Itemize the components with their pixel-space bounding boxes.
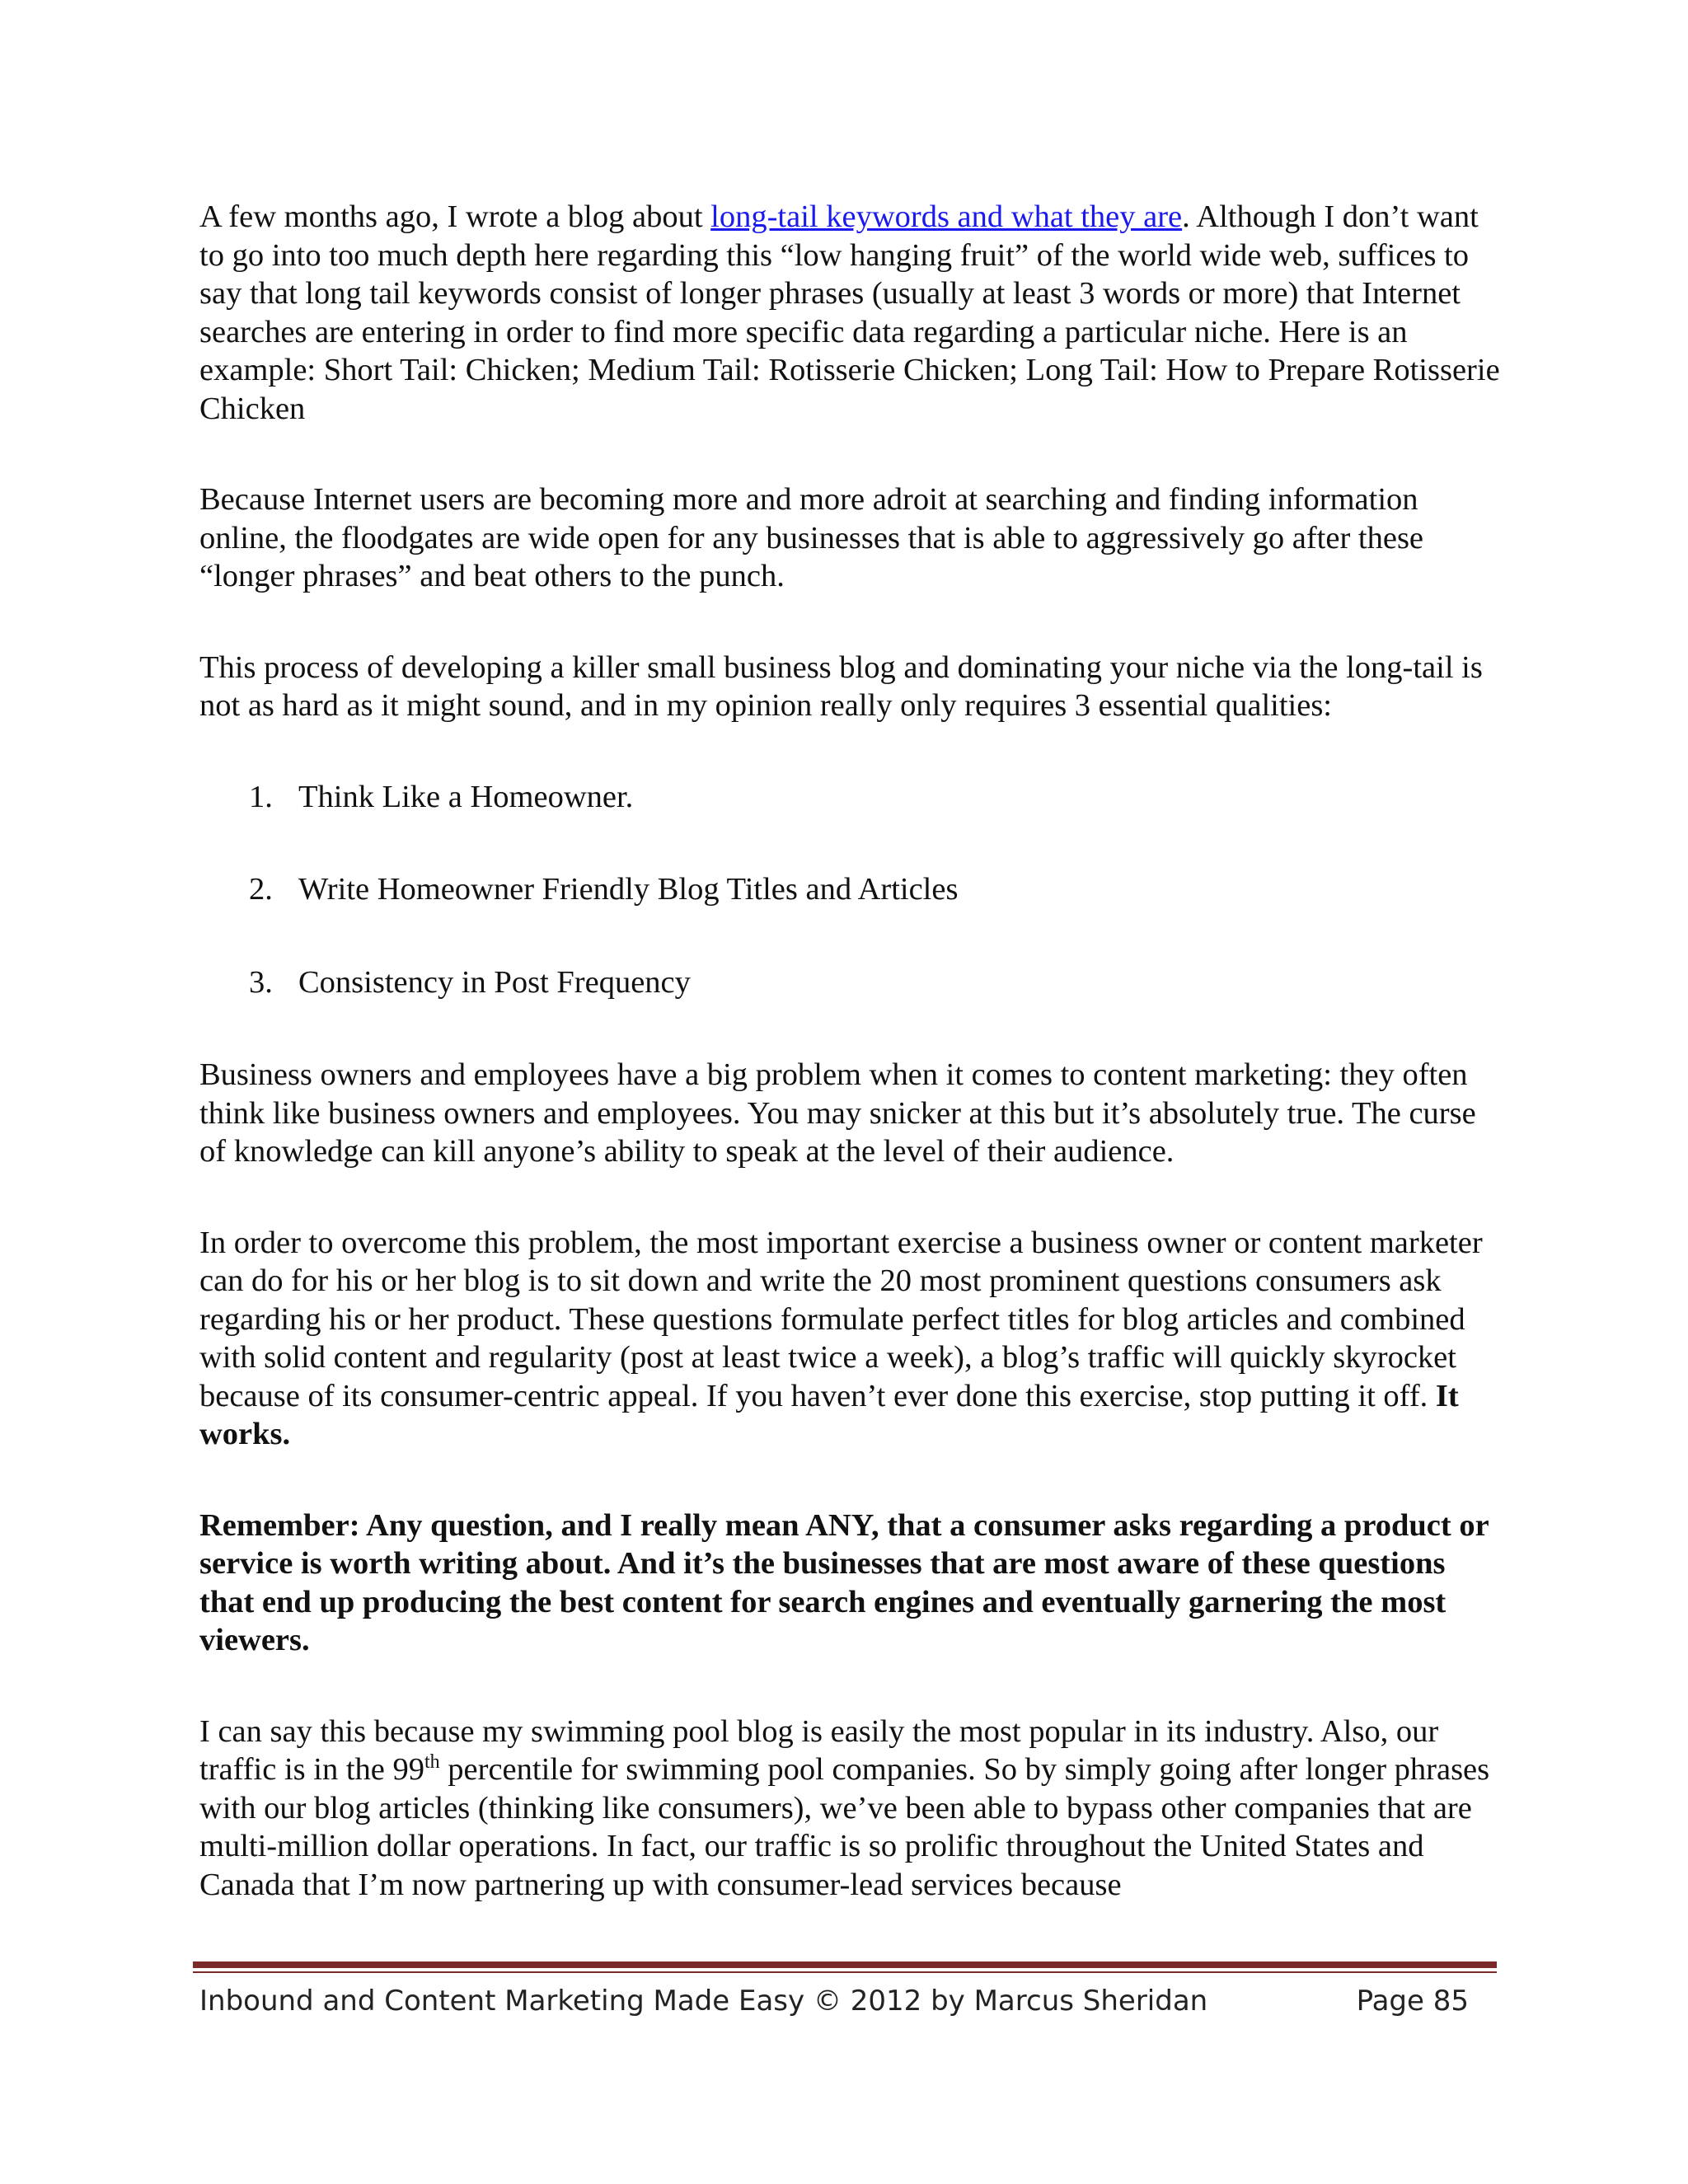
list-item <box>199 870 1502 909</box>
list-item-text: Write Homeowner Friendly Blog Titles and Articles <box>298 872 959 907</box>
paragraph-text: A few months ago, I wrote a blog about <box>199 199 711 234</box>
it-works-emphasis: It works. <box>199 1378 1459 1451</box>
list-item-number: 3. <box>249 964 273 1000</box>
list-item <box>199 778 1502 817</box>
footer-page-number: Page 85 <box>1356 1985 1469 2018</box>
paragraph-swimming-pool <box>199 1713 1502 1905</box>
paragraph-business-owners: Business owners and employees have a big problem when it comes to content marketing: they often think like business owners and employees. You may snicker at this but it’s absolutely true. The curse of knowledge can kill anyone’s ability to speak at the level of their audience. <box>199 1057 1476 1169</box>
paragraph-internet-users: Because Internet users are becoming more and more adroit at searching and finding information online, the floodgates are wide open for any businesses that is able to aggressively go after these “longer phrases” and beat others to the punch. <box>199 482 1424 593</box>
list-item-number: 2. <box>249 872 273 907</box>
list-item <box>199 963 1502 1002</box>
page-footer <box>199 1980 1469 2022</box>
paragraph-process: This process of developing a killer small business blog and dominating your niche via the long-tail is not as hard as it might sound, and in my opinion really only requires 3 essential qualities: <box>199 649 1483 723</box>
list-item-number: 1. <box>249 779 273 814</box>
footer-book-title: Inbound and Content Marketing Made Easy © 2012 by Marcus Sheridan <box>199 1985 1208 2018</box>
long-tail-keywords-link[interactable]: long-tail keywords and what they are <box>710 199 1183 234</box>
list-item-text: Consistency in Post Frequency <box>298 964 691 1000</box>
footer-rule-thick <box>193 1961 1497 1968</box>
paragraph-text: . Although I don’t want to go into too much depth here regarding this “low hanging fruit” of the world wide web, suffices to say that long tail keywords consist of longer phrases (usually at least 3 words or more) that Internet searches are entering in order to find more specific data regarding a particular niche. Here is an example: Short Tail: Chicken; Medium Tail: Rotisserie Chicken; Long Tail: How to Prepare Rotisserie Chicken <box>199 199 1500 426</box>
paragraph-long-tail-intro <box>199 198 1502 428</box>
page-body <box>199 198 1502 1957</box>
paragraph-exercise <box>199 1224 1502 1454</box>
remember-callout: Remember: Any question, and I really mean ANY, that a consumer asks regarding a product or service is worth writing about. And it’s the businesses that are most aware of these questions that end up producing the best content for search engines and eventually garnering the most viewers. <box>199 1507 1489 1657</box>
paragraph-remember <box>199 1507 1502 1660</box>
paragraph-text: I can say this because my swimming pool blog is easily the most popular in its industry. Also, our traffic is in the 99 <box>199 1713 1439 1787</box>
ordinal-superscript: th <box>424 1751 440 1774</box>
paragraph-text: In order to overcome this problem, the most important exercise a business owner or content marketer can do for his or her blog is to sit down and write the 20 most prominent questions consumers ask regarding his or her product. These questions formulate perfect titles for blog articles and combined with solid content and regularity (post at least twice a week), a blog’s traffic will quickly skyrocket because of its consumer-centric appeal. If you haven’t ever done this exercise, stop putting it off. <box>199 1225 1483 1413</box>
paragraph-text: percentile for swimming pool companies. So by simply going after longer phrases with our blog articles (thinking like consumers), we’ve been able to bypass other companies that are multi-million dollar operations. In fact, our traffic is so prolific throughout the United States and Canada that I’m now partnering up with consumer-lead services because <box>199 1752 1490 1902</box>
footer-rule-thin <box>193 1971 1497 1973</box>
list-item-text: Think Like a Homeowner. <box>298 779 634 814</box>
qualities-list <box>199 778 1502 1002</box>
